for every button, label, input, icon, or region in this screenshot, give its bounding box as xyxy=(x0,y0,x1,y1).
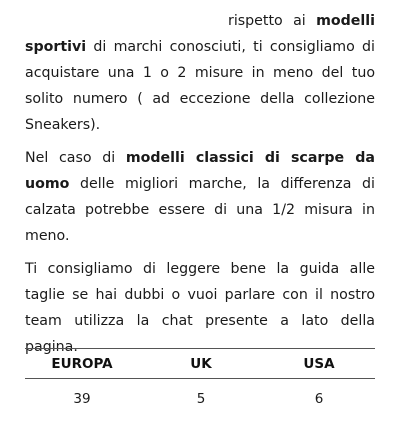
paragraph-text: rispetto ai xyxy=(228,13,316,29)
paragraph-text: Nel caso di xyxy=(25,150,126,166)
paragraph-chat-advice: Ti consigliamo di leggere bene la guida alle taglie se hai dubbi o vuoi parlare con il nostro team utilizza la chat presente a lato della pagina. xyxy=(25,256,375,360)
column-header-usa: USA xyxy=(263,349,375,379)
paragraph-text: di marchi conosciuti, ti consigliamo di acquistare una 1 o 2 misure in meno del tuo solito numero ( ad eccezione della collezione Sneakers). xyxy=(25,39,375,133)
bold-text: modelli sportivi xyxy=(25,13,375,55)
table-cell-europa: 39 xyxy=(25,379,139,421)
table-header-row xyxy=(25,349,375,379)
paragraph-sport-models xyxy=(25,8,375,138)
size-conversion-table xyxy=(25,348,375,421)
table-cell-usa: 6 xyxy=(263,379,375,421)
column-header-europa: EUROPA xyxy=(25,349,139,379)
size-guide-text xyxy=(25,8,375,360)
paragraph-classic-models xyxy=(25,145,375,249)
table-cell-uk: 5 xyxy=(139,379,263,421)
paragraph-text: delle migliori marche, la differenza di calzata potrebbe essere di una 1/2 misura in meno. xyxy=(25,176,375,244)
column-header-uk: UK xyxy=(139,349,263,379)
bold-text: modelli classici di scarpe da uomo xyxy=(25,150,375,192)
